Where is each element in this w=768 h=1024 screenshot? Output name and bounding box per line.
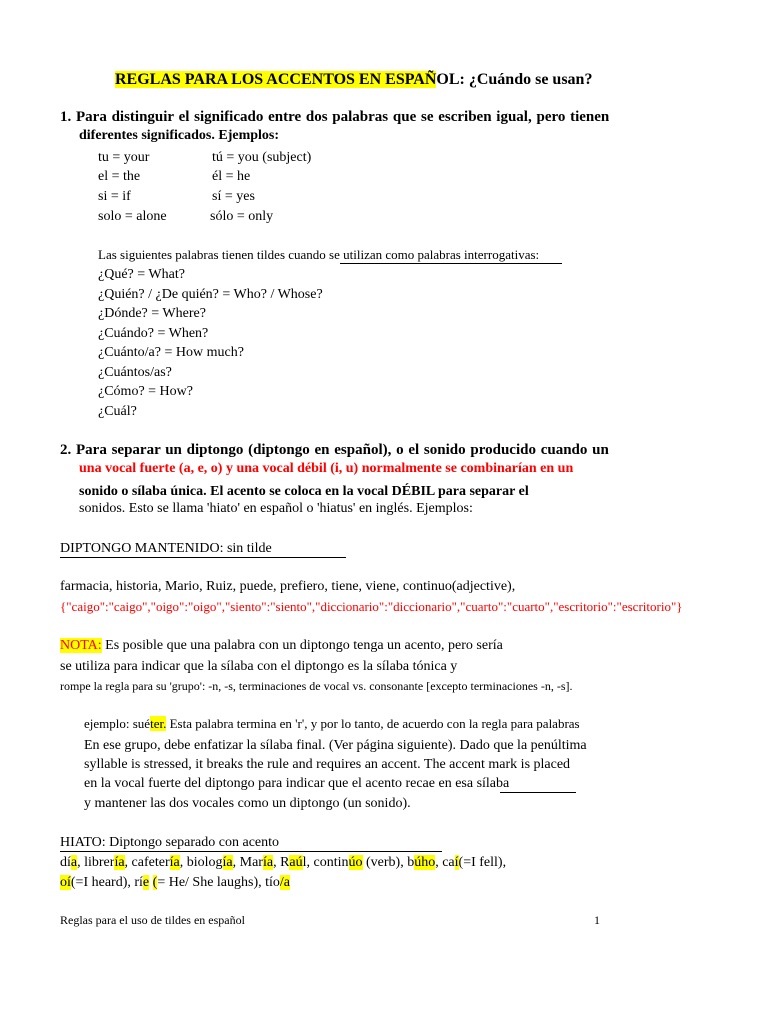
section2-line1: 2. Para separar un diptongo (diptongo en español), o el sonido producido cuando un (60, 442, 609, 458)
ejemplo-highlight: ter. (150, 716, 167, 731)
ejemplo-line5: y mantener las dos vocales como un diptongo (un sonido). (84, 796, 411, 811)
seg-hl: e (142, 875, 150, 890)
page-title (115, 71, 592, 89)
seg: = He/ She laughs), tío (157, 875, 280, 890)
ejemplo-line3: syllable is stressed, it breaks the rule and requires an accent. The accent mark is placed (84, 757, 571, 772)
list-item: ¿Cuándo? = When? (98, 326, 209, 341)
nota-text: Es posible que una palabra con un diptongo tenga un acento, pero sería (101, 638, 503, 653)
list-item: ¿Cuántos/as? (98, 365, 172, 380)
seg: , biolog (179, 855, 223, 870)
pair-left: si = if (98, 189, 131, 204)
hiato-heading: HIATO: Diptongo separado con acento (60, 835, 280, 850)
seg-hl: ía (114, 855, 125, 870)
seg-hl: úho (414, 855, 436, 870)
interrogatives-intro: Las siguientes palabras tienen tildes cuando se utilizan como palabras interrogativas: (98, 247, 540, 262)
seg-hl: /a (279, 875, 291, 890)
pair-right: él = he (212, 169, 251, 184)
hiato-line2 (60, 875, 290, 891)
list-item: ¿Dónde? = Where? (98, 306, 206, 321)
seg-hl: aú (289, 855, 303, 870)
ejemplo-line1 (84, 716, 580, 732)
ejemplo-rest: Esta palabra termina en 'r', y por lo tanto, de acuerdo con la regla para palabras (166, 716, 580, 731)
list-item: ¿Cuál? (98, 404, 137, 419)
seg: (=I fell), (458, 855, 507, 870)
section2-line3: sonido o sílaba única. El acento se coloca en la vocal DÉBIL para separar el (79, 484, 529, 499)
seg: , R (273, 855, 290, 870)
pair-left: solo = alone (98, 209, 167, 224)
pair-right: sólo = only (210, 209, 274, 224)
seg-hl: ía (262, 855, 274, 870)
pair-left: el = the (98, 169, 141, 184)
seg: , Mar (232, 855, 263, 870)
pair-right: tú = you (subject) (212, 150, 312, 165)
seg: l, contin (302, 855, 349, 870)
list-item: ¿Quién? / ¿De quién? = Who? / Whose? (98, 287, 323, 302)
seg: (verb), b (362, 855, 415, 870)
diptongo-heading: DIPTONGO MANTENIDO: sin tilde (60, 541, 272, 556)
list-item: ¿Qué? = What? (98, 267, 185, 282)
ejemplo-underline (500, 792, 576, 793)
seg-hl: ( (152, 875, 158, 890)
seg: , librer (77, 855, 115, 870)
nota-line1 (60, 638, 503, 654)
nota-line3: rompe la regla para su 'grupo': -n, -s, terminaciones de vocal vs. consonante [excepto terminaciones -n, -s]. (60, 679, 573, 693)
list-item: ¿Cómo? = How? (98, 384, 193, 399)
page-number: 1 (594, 913, 600, 927)
seg-hl: ía (222, 855, 233, 870)
section2-line4: sonidos. Esto se llama 'hiato' en español o 'hiatus' en inglés. Ejemplos: (79, 501, 473, 516)
seg-hl: oí (60, 875, 71, 890)
title-highlighted: REGLAS PARA LOS ACCENTOS EN ESPAÑ (115, 71, 437, 88)
seg-hl: a (70, 855, 78, 870)
seg: dí (60, 855, 71, 870)
hiato-underline (60, 851, 442, 852)
diptongo-examples: farmacia, historia, Mario, Ruiz, puede, prefiero, tiene, viene, continuo(adjective), (60, 579, 516, 594)
footer-title: Reglas para el uso de tildes en español (60, 913, 245, 927)
title-rest: OL: ¿Cuándo se usan? (436, 71, 593, 88)
pair-right: sí = yes (212, 189, 255, 204)
seg: (=I heard), rí (70, 875, 143, 890)
ejemplo-line2: En ese grupo, debe enfatizar la sílaba final. (Ver página siguiente). Dado que la penúltima (84, 738, 587, 753)
diptongo-underline (60, 557, 346, 558)
ejemplo-line4: en la vocal fuerte del diptongo para indicar que el acento recae en esa sílaba (84, 776, 510, 791)
nota-line2: se utiliza para indicar que la sílaba con el diptongo es la sílaba tónica y (60, 659, 458, 674)
intro-underline (340, 263, 562, 264)
list-item: ¿Cuánto/a? = How much? (98, 345, 244, 360)
diptongo-json-line: {"caigo":"caigo","oigo":"oigo","siento":"siento","diccionario":"diccionario","cuarto":"cuarto","escritorio":"escritorio"} (60, 599, 683, 614)
seg-hl: ía (169, 855, 180, 870)
section1-line1: 1. Para distinguir el significado entre dos palabras que se escriben igual, pero tienen (60, 109, 610, 125)
hiato-line1 (60, 855, 506, 871)
seg-hl: úo (348, 855, 363, 870)
section1-line2: diferentes significados. Ejemplos: (79, 128, 280, 143)
pair-left: tu = your (98, 150, 150, 165)
section2-line2: una vocal fuerte (a, e, o) y una vocal débil (i, u) normalmente se combinarían en un (79, 461, 574, 476)
ejemplo-prefix: ejemplo: sué (84, 716, 151, 731)
nota-label: NOTA: (60, 638, 102, 653)
seg: , cafeter (124, 855, 170, 870)
seg: , ca (435, 855, 455, 870)
seg-hl: í (454, 855, 459, 870)
